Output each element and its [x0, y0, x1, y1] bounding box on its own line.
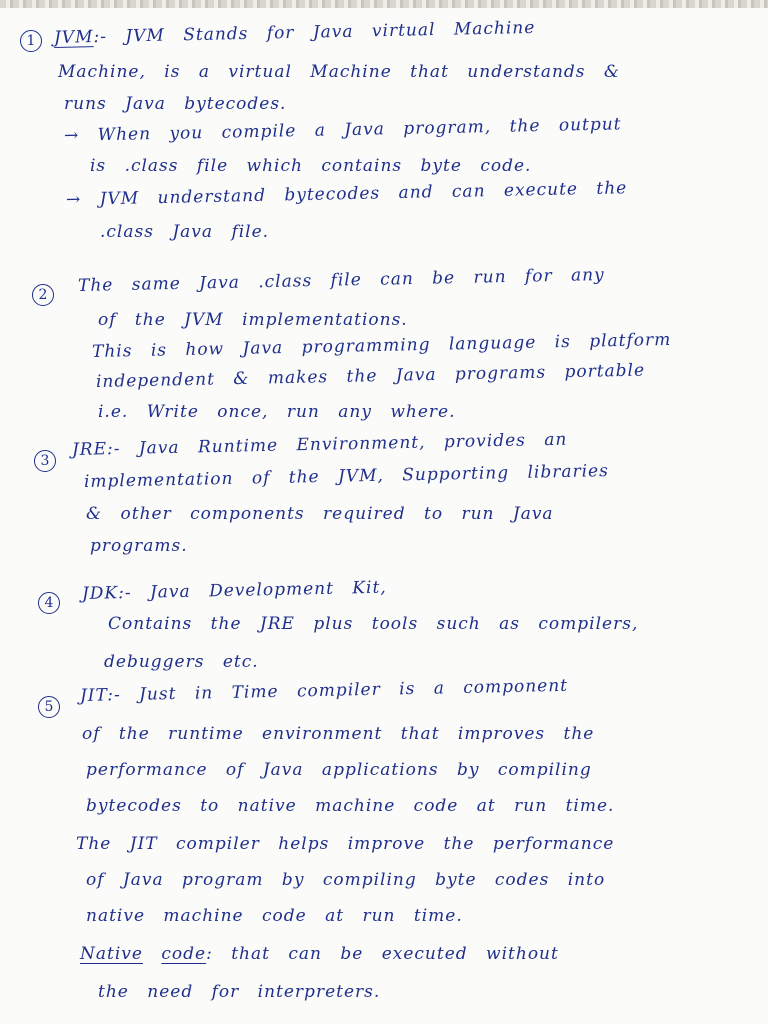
- note-line: The same Java .class file can be run for any: [77, 264, 605, 296]
- note-line: The JIT compiler helps improve the performance: [76, 834, 615, 854]
- note-line: i.e. Write once, run any where.: [98, 402, 456, 422]
- note-line: performance of Java applications by compiling: [86, 760, 592, 780]
- note-line: Machine, is a virtual Machine that understands &: [58, 62, 621, 82]
- note-line: programs.: [90, 536, 188, 556]
- note-line: independent & makes the Java programs portable: [95, 360, 646, 392]
- note-line: JDK:- Java Development Kit,: [81, 577, 387, 604]
- note-line: the need for interpreters.: [98, 982, 381, 1002]
- note-line: JIT:- Just in Time compiler is a component: [79, 675, 569, 706]
- note-line: of the runtime environment that improves the: [82, 724, 595, 744]
- note-line: Contains the JRE plus tools such as compilers,: [108, 614, 639, 634]
- note-line: [54, 18, 536, 48]
- line-text: : that can be executed without: [206, 944, 559, 964]
- line-text: :- JVM Stands for Java virtual Machine: [93, 17, 536, 48]
- note-line: of Java program by compiling byte codes into: [86, 870, 606, 890]
- note-line: → When you compile a Java program, the output: [63, 114, 622, 146]
- section-number: 5: [38, 696, 60, 718]
- term-code: code: [161, 944, 207, 964]
- note-line: of the JVM implementations.: [98, 310, 408, 330]
- note-line: is .class file which contains byte code.: [90, 156, 532, 176]
- note-line: [80, 944, 559, 964]
- note-line: → JVM understand bytecodes and can execute the: [65, 178, 628, 210]
- section-number: 2: [32, 284, 54, 306]
- note-line: runs Java bytecodes.: [64, 94, 287, 114]
- note-line: native machine code at run time.: [86, 906, 463, 926]
- note-line: debuggers etc.: [104, 652, 259, 672]
- page-top-edge: [0, 0, 768, 8]
- term-native: Native: [80, 944, 143, 964]
- section-number: 4: [38, 592, 60, 614]
- note-line: .class Java file.: [100, 222, 270, 242]
- note-line: JRE:- Java Runtime Environment, provides an: [71, 429, 568, 460]
- note-line: bytecodes to native machine code at run time.: [86, 796, 615, 816]
- note-line: & other components required to run Java: [86, 504, 554, 524]
- section-number: 1: [20, 30, 42, 52]
- note-line: implementation of the JVM, Supporting libraries: [83, 461, 610, 492]
- term-jvm: JVM: [53, 27, 94, 48]
- note-line: This is how Java programming language is platform: [91, 329, 672, 362]
- section-number: 3: [34, 450, 56, 472]
